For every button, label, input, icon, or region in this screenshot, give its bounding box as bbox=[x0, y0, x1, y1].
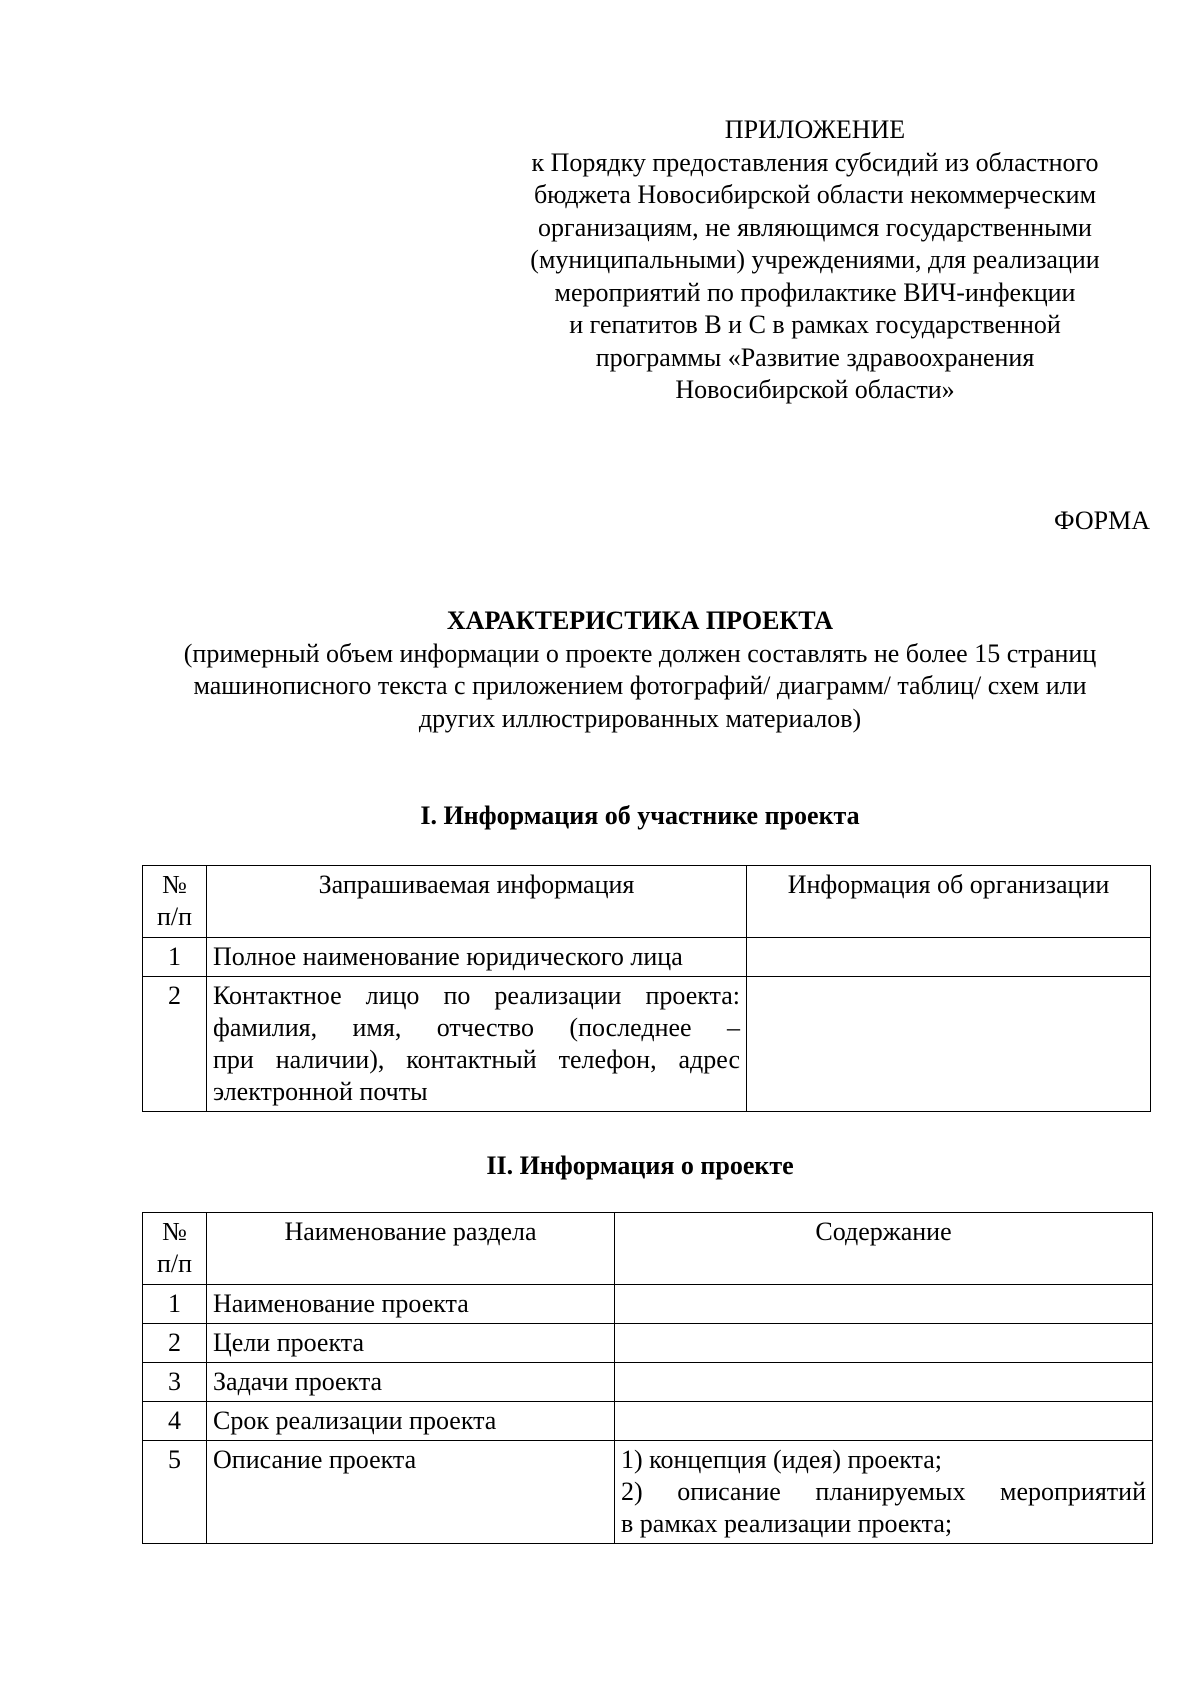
header-num-line: № bbox=[162, 1217, 187, 1246]
participant-info-table bbox=[142, 865, 1151, 1112]
row-section-name: Срок реализации проекта bbox=[207, 1402, 615, 1441]
appendix-line: и гепатитов В и С в рамках государственной bbox=[569, 310, 1061, 339]
appendix-line: к Порядку предоставления субсидий из областного bbox=[531, 147, 1099, 177]
row-text-line: Контактное лицо по реализации проекта: bbox=[213, 981, 740, 1010]
row-content-cell[interactable] bbox=[615, 1402, 1153, 1441]
appendix-line: Новосибирской области» bbox=[675, 375, 955, 404]
row-num: 3 bbox=[143, 1363, 207, 1402]
table-row bbox=[143, 1363, 1153, 1402]
appendix-line: бюджета Новосибирской области некоммерческим bbox=[533, 180, 1097, 209]
row-org-info-cell[interactable] bbox=[747, 977, 1151, 1112]
header-num bbox=[143, 1213, 207, 1285]
form-label: ФОРМА bbox=[1054, 506, 1150, 535]
row-num: 4 bbox=[143, 1402, 207, 1441]
row-requested-info bbox=[207, 977, 747, 1112]
appendix-line: (муниципальными) учреждениями, для реализации bbox=[530, 245, 1100, 274]
table-row bbox=[143, 938, 1151, 977]
row-section-name: Описание проекта bbox=[207, 1441, 615, 1544]
row-section-name: Задачи проекта bbox=[207, 1363, 615, 1402]
row-num: 1 bbox=[143, 1285, 207, 1324]
content-line: 2) описание планируемых мероприятий bbox=[621, 1477, 1146, 1506]
header-num-line: п/п bbox=[156, 1249, 193, 1278]
row-text-line: Полное наименование юридического лица bbox=[213, 942, 683, 971]
table-row bbox=[143, 1441, 1153, 1544]
section1-title: I. Информация об участнике проекта bbox=[420, 801, 860, 830]
appendix-header bbox=[470, 114, 1160, 407]
table-row bbox=[143, 977, 1151, 1112]
row-text-line: электронной почты bbox=[213, 1077, 428, 1106]
appendix-line: организациям, не являющимся государственными bbox=[538, 212, 1092, 242]
appendix-heading: ПРИЛОЖЕНИЕ bbox=[724, 115, 906, 144]
row-org-info-cell[interactable] bbox=[747, 938, 1151, 977]
row-content-cell[interactable] bbox=[615, 1324, 1153, 1363]
row-text-line: фамилия, имя, отчество (последнее – bbox=[213, 1013, 740, 1042]
header-requested-info: Запрашиваемая информация bbox=[207, 866, 747, 938]
table-header-row bbox=[143, 866, 1151, 938]
row-section-name: Наименование проекта bbox=[207, 1285, 615, 1324]
row-num: 1 bbox=[143, 938, 207, 977]
document-title-block bbox=[130, 605, 1150, 735]
table-row bbox=[143, 1285, 1153, 1324]
row-num: 5 bbox=[143, 1441, 207, 1544]
row-requested-info bbox=[207, 938, 747, 977]
section2-title: II. Информация о проекте bbox=[486, 1151, 794, 1180]
row-num: 2 bbox=[143, 977, 207, 1112]
table-header-row bbox=[143, 1213, 1153, 1285]
document-title: ХАРАКТЕРИСТИКА ПРОЕКТА bbox=[446, 606, 834, 635]
row-num: 2 bbox=[143, 1324, 207, 1363]
table-row bbox=[143, 1402, 1153, 1441]
row-section-name: Цели проекта bbox=[207, 1324, 615, 1363]
row-content-cell[interactable] bbox=[615, 1441, 1153, 1544]
header-num-line: № bbox=[162, 870, 187, 899]
title-note-line: (примерный объем информации о проекте должен составлять не более 15 страниц bbox=[183, 638, 1097, 668]
header-num-line: п/п bbox=[156, 902, 193, 931]
appendix-line: мероприятий по профилактике ВИЧ-инфекции bbox=[554, 277, 1076, 307]
project-info-table bbox=[142, 1212, 1153, 1544]
table-row bbox=[143, 1324, 1153, 1363]
header-content: Содержание bbox=[615, 1213, 1153, 1285]
title-note-line: машинописного текста с приложением фотографий/ диаграмм/ таблиц/ схем или bbox=[193, 671, 1087, 700]
row-text-line: при наличии), контактный телефон, адрес bbox=[213, 1045, 740, 1074]
content-line: 1) концепция (идея) проекта; bbox=[621, 1445, 943, 1474]
appendix-line: программы «Развитие здравоохранения bbox=[595, 342, 1035, 372]
header-num bbox=[143, 866, 207, 938]
content-line: в рамках реализации проекта; bbox=[621, 1509, 953, 1538]
row-content-cell[interactable] bbox=[615, 1363, 1153, 1402]
header-org-info: Информация об организации bbox=[747, 866, 1151, 938]
header-section-name: Наименование раздела bbox=[207, 1213, 615, 1285]
row-content-cell[interactable] bbox=[615, 1285, 1153, 1324]
title-note-line: других иллюстрированных материалов) bbox=[418, 703, 862, 733]
